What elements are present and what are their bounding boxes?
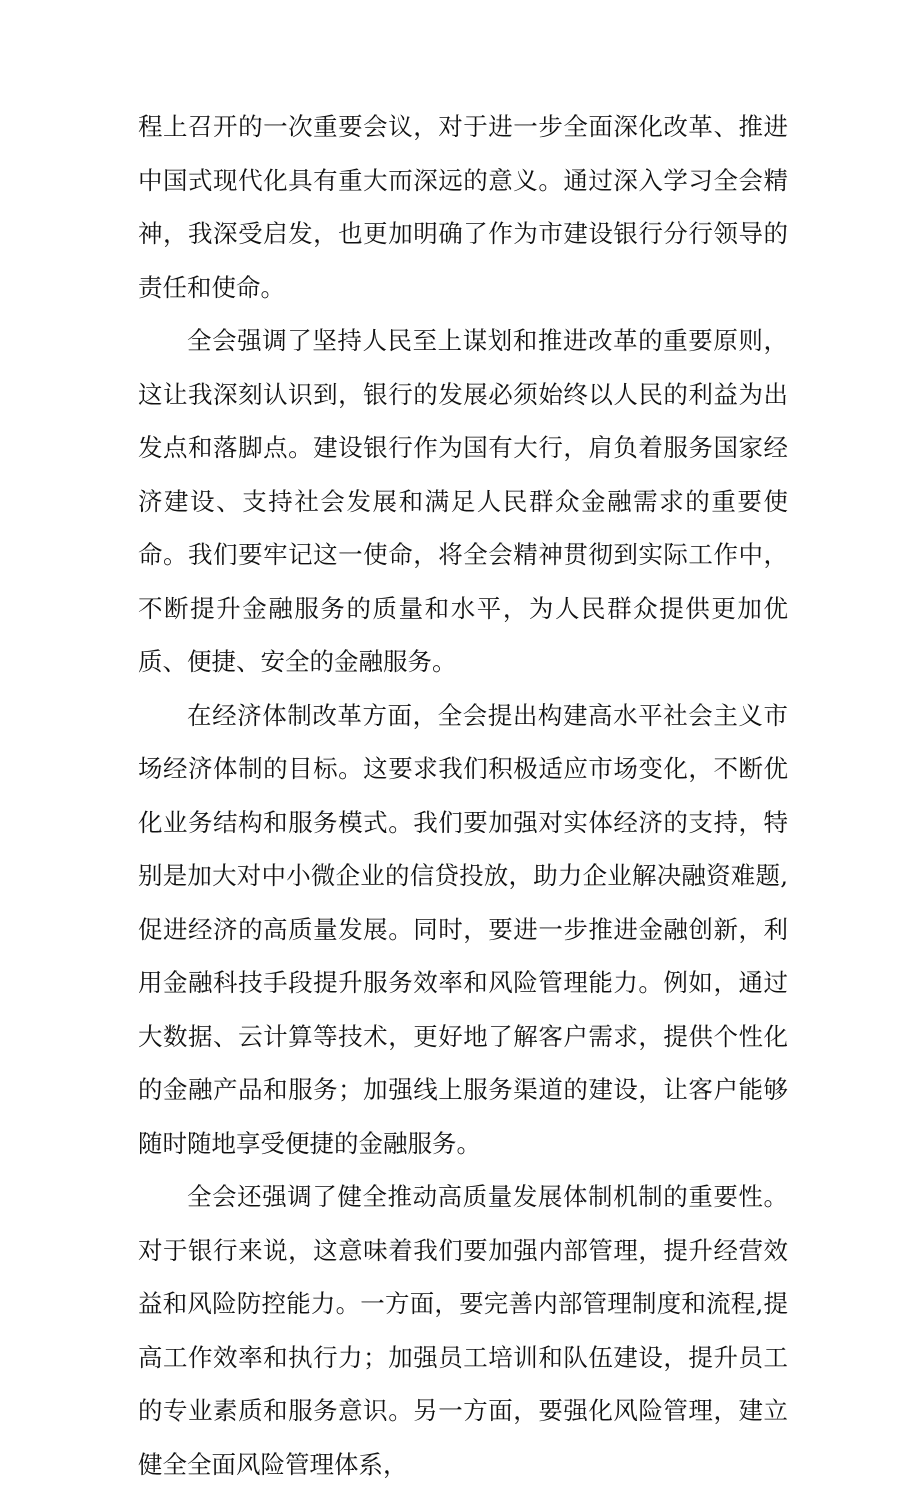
paragraph-high-quality-development: 全会还强调了健全推动高质量发展体制机制的重要性。对于银行来说，这意味着我们要加强内部管理，提升经营效益和风险防控能力。一方面，要完善内部管理制度和流程,提高工作效率和执行力；加强员工培训和队伍建设，提升员工的专业素质和服务意识。另一方面，要强化风险管理，建立健全全面风险管理体系， (138, 1182, 788, 1479)
paragraph-continued: 程上召开的一次重要会议，对于进一步全面深化改革、推进中国式现代化具有重大而深远的意义。通过深入学习全会精神，我深受启发，也更加明确了作为市建设银行分行领导的责任和使命。 (138, 112, 788, 302)
paragraph-economic-reform: 在经济体制改革方面，全会提出构建高水平社会主义市场经济体制的目标。这要求我们积极适应市场变化，不断优化业务结构和服务模式。我们要加强对实体经济的支持，特别是加大对中小微企业的信贷投放，助力企业解决融资难题,促进经济的高质量发展。同时，要进一步推进金融创新，利用金融科技手段提升服务效率和风险管理能力。例如，通过大数据、云计算等技术，更好地了解客户需求，提供个性化的金融产品和服务；加强线上服务渠道的建设，让客户能够随时随地享受便捷的金融服务。 (138, 700, 788, 1158)
document-body (138, 100, 788, 1491)
paragraph-people-first: 全会强调了坚持人民至上谋划和推进改革的重要原则，这让我深刻认识到，银行的发展必须始终以人民的利益为出发点和落脚点。建设银行作为国有大行，肩负着服务国家经济建设、支持社会发展和满足人民群众金融需求的重要使命。我们要牢记这一使命，将全会精神贯彻到实际工作中，不断提升金融服务的质量和水平，为人民群众提供更加优质、便捷、安全的金融服务。 (138, 326, 788, 676)
